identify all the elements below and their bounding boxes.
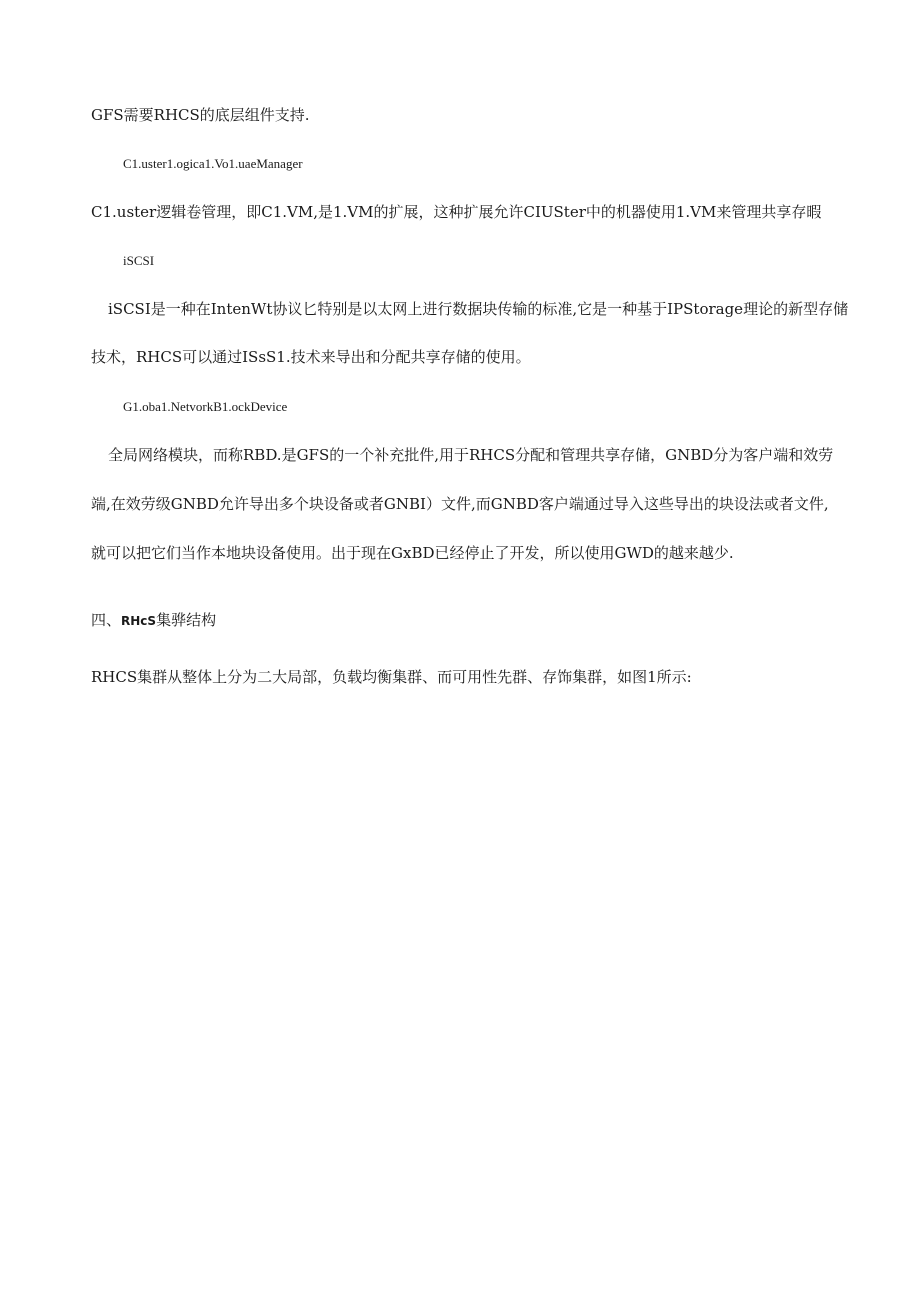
paragraph-gfs-dependency: GFS需要RHCS的底层组件支持.: [91, 106, 310, 124]
paragraph-rhcs-overview: RHCS集群从整体上分为二大局部，负载均衡集群、而可用性先群、存饰集群，如图1所示:: [91, 668, 692, 686]
paragraph-gnbd-line3: 就可以把它们当作本地块设备使用。出于现在GxBD已经停止了开发，所以使用GWD的越来越少.: [91, 544, 734, 562]
subheading-gnbd: G1.oba1.NetvorkB1.ockDevice: [123, 399, 288, 414]
section-heading-rhcs: RHcS: [121, 614, 157, 628]
paragraph-gnbd-line1: 全局网络模块，而称RBD.是GFS的一个补充批件,用于RHCS分配和管理共享存储，GNBD分为客户端和效劳: [108, 446, 834, 464]
subheading-iscsi: iSCSI: [123, 253, 155, 268]
subheading-clvm: C1.uster1.ogica1.Vo1.uaeManager: [123, 156, 303, 171]
paragraph-gnbd-line2: 端,在效劳级GNBD允许导出多个块设备或者GNBI）文件,而GNBD客户端通过导入这些导出的块设法或者文件,: [91, 495, 829, 513]
section-heading-number: 四、: [91, 611, 122, 629]
section-heading-title: 集骅结构: [156, 611, 217, 629]
paragraph-iscsi-line1: iSCSI是一种在IntenWt协议匕特别是以太网上进行数据块传输的标准,它是一种基于IPStorage理论的新型存储: [108, 300, 849, 318]
paragraph-iscsi-line2: 技术，RHCS可以通过ISsS1.技术来导出和分配共享存储的使用。: [91, 348, 531, 366]
paragraph-clvm: C1.uster逻辑卷管理，即C1.VM,是1.VM的扩展，这种扩展允许CIUSter中的机器使用1.VM来管理共享存暇: [91, 203, 822, 221]
section-heading-rhcs-structure: [91, 610, 216, 631]
